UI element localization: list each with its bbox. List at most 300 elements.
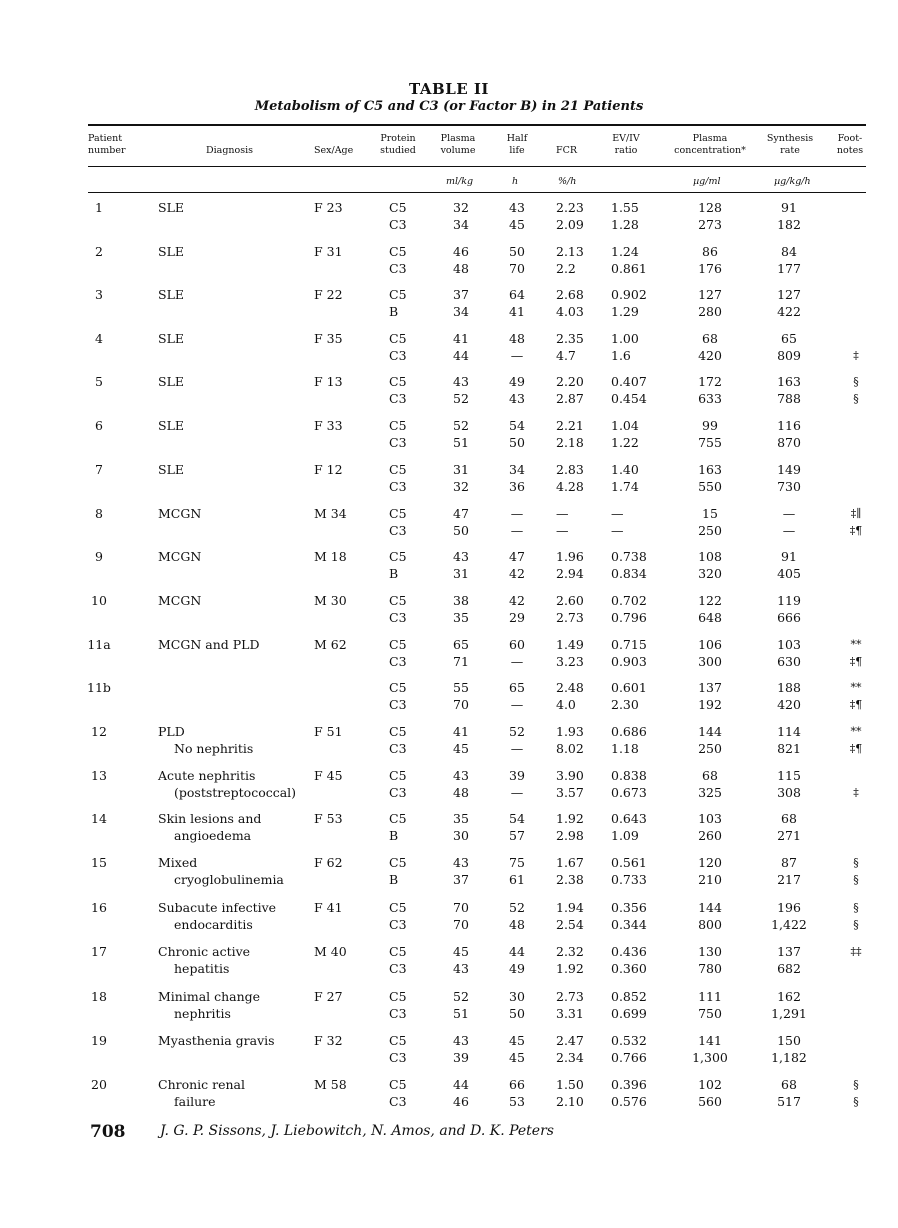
cell-fcr: 2.47 <box>556 1033 584 1048</box>
cell-num: 6 <box>95 418 103 433</box>
cell-fcr: 1.50 <box>556 1077 584 1092</box>
table-row <box>0 899 898 933</box>
cell-pc: 108 <box>698 549 722 564</box>
cell-num: 17 <box>91 944 107 959</box>
cell-protein: C5 <box>389 200 407 215</box>
table-row <box>0 679 898 713</box>
table-subtitle: Metabolism of C5 and C3 (or Factor B) in 21 Patients <box>254 99 644 114</box>
cell-pv: 46 <box>453 1094 469 1109</box>
cell-ev: 0.576 <box>611 1094 647 1109</box>
cell-fcr: 4.7 <box>556 348 576 363</box>
cell-fcr: — <box>556 506 569 521</box>
cell-pv: 44 <box>453 1077 469 1092</box>
cell-pc: 141 <box>698 1033 722 1048</box>
cell-ev: 0.407 <box>611 374 647 389</box>
cell-ev: 1.29 <box>611 304 639 319</box>
cell-pv: 38 <box>453 593 469 608</box>
cell-hl: 44 <box>509 944 525 959</box>
cell-ev: 1.22 <box>611 435 639 450</box>
cell-pv: 50 <box>453 523 469 538</box>
cell-ev: 1.74 <box>611 479 639 494</box>
cell-ev: 0.861 <box>611 261 647 276</box>
cell-hl: 54 <box>509 811 525 826</box>
cell-pv: 30 <box>453 828 469 843</box>
table-row <box>0 1076 898 1110</box>
cell-num: 5 <box>95 374 103 389</box>
cell-fn: ‡¶ <box>849 524 863 537</box>
cell-pc: 273 <box>698 217 722 232</box>
table-row <box>0 723 898 757</box>
cell-fcr: 2.54 <box>556 917 584 932</box>
cell-ev: 0.796 <box>611 610 647 625</box>
cell-hl: 57 <box>509 828 525 843</box>
cell-pv: 32 <box>453 479 469 494</box>
cell-ev: 1.40 <box>611 462 639 477</box>
cell-dx: Chronic renal <box>158 1077 246 1092</box>
header-footnotes: Foot- notes <box>836 133 864 156</box>
cell-ev: 1.18 <box>611 741 639 756</box>
cell-fcr: 2.09 <box>556 217 584 232</box>
cell-sr: 1,291 <box>771 1006 807 1021</box>
cell-sr: 103 <box>777 637 801 652</box>
cell-fcr: 1.92 <box>556 961 584 976</box>
cell-hl: 65 <box>509 680 525 695</box>
cell-fcr: 2.94 <box>556 566 584 581</box>
cell-fn: ‡¶ <box>849 698 863 711</box>
cell-sr: 730 <box>777 479 801 494</box>
cell-sr: 91 <box>781 549 797 564</box>
cell-num: 13 <box>91 768 107 783</box>
cell-dx: Skin lesions and <box>158 811 262 826</box>
cell-dx: SLE <box>158 244 184 259</box>
cell-ev: 0.766 <box>611 1050 647 1065</box>
cell-hl: 42 <box>509 593 525 608</box>
cell-ev: 0.396 <box>611 1077 647 1092</box>
cell-sr: 115 <box>777 768 801 783</box>
cell-sr: 163 <box>777 374 801 389</box>
cell-num: 3 <box>95 287 103 302</box>
cell-sr: — <box>782 523 796 538</box>
cell-pc: 127 <box>698 287 722 302</box>
cell-ev: 0.601 <box>611 680 647 695</box>
cell-pc: 250 <box>698 741 722 756</box>
cell-protein: C5 <box>389 1033 407 1048</box>
cell-sr: 119 <box>777 593 801 608</box>
cell-sr: 682 <box>777 961 801 976</box>
footer-authors: J. G. P. Sissons, J. Liebowitch, N. Amos, and D. K. Peters <box>160 1123 554 1139</box>
cell-hl: 29 <box>509 610 525 625</box>
cell-hl: — <box>510 785 524 800</box>
cell-num: 9 <box>95 549 103 564</box>
cell-ev: 0.454 <box>611 391 647 406</box>
cell-sex: M 40 <box>314 944 347 959</box>
cell-hl: 41 <box>509 304 525 319</box>
cell-fcr: 3.57 <box>556 785 584 800</box>
cell-hl: 45 <box>509 1033 525 1048</box>
cell-pc: 102 <box>698 1077 722 1092</box>
cell-protein: C5 <box>389 287 407 302</box>
cell-pv: 37 <box>453 872 469 887</box>
cell-num: 12 <box>91 724 107 739</box>
cell-sex: M 30 <box>314 593 347 608</box>
cell-ev: 0.733 <box>611 872 647 887</box>
cell-pc: 648 <box>698 610 722 625</box>
cell-pc: 320 <box>698 566 722 581</box>
cell-hl: 34 <box>509 462 525 477</box>
cell-hl: 70 <box>509 261 525 276</box>
cell-ev: 0.834 <box>611 566 647 581</box>
cell-dx-line2: failure <box>174 1094 216 1109</box>
cell-num: 11b <box>87 680 111 695</box>
cell-sr: 809 <box>777 348 801 363</box>
cell-protein: C5 <box>389 1077 407 1092</box>
cell-dx: Chronic active <box>158 944 251 959</box>
cell-sr: — <box>782 506 796 521</box>
cell-fn: ‡ <box>853 786 859 799</box>
header-fcr: FCR <box>556 145 578 156</box>
cell-num: 10 <box>91 593 107 608</box>
cell-pv: 47 <box>453 506 469 521</box>
cell-pv: 51 <box>453 1006 469 1021</box>
cell-pv: 41 <box>453 724 469 739</box>
cell-protein: C3 <box>389 1094 407 1109</box>
cell-sr: 405 <box>777 566 801 581</box>
cell-pc: 68 <box>702 331 718 346</box>
cell-sex: M 34 <box>314 506 347 521</box>
cell-hl: 50 <box>509 244 525 259</box>
cell-num: 19 <box>91 1033 107 1048</box>
cell-sr: 517 <box>777 1094 801 1109</box>
cell-fcr: 2.48 <box>556 680 584 695</box>
cell-num: 4 <box>95 331 103 346</box>
cell-ev: 0.561 <box>611 855 647 870</box>
cell-fcr: 2.10 <box>556 1094 584 1109</box>
cell-pc: 106 <box>698 637 722 652</box>
cell-dx: Acute nephritis <box>158 768 256 783</box>
cell-pc: 130 <box>698 944 722 959</box>
table-row <box>0 417 898 451</box>
cell-sr: 182 <box>777 217 801 232</box>
cell-hl: 42 <box>509 566 525 581</box>
cell-fcr: 1.93 <box>556 724 584 739</box>
cell-protein: C5 <box>389 811 407 826</box>
cell-protein: C5 <box>389 855 407 870</box>
cell-fn: ‡ <box>853 349 859 362</box>
cell-dx: SLE <box>158 200 184 215</box>
cell-protein: C5 <box>389 418 407 433</box>
table-row <box>0 943 898 977</box>
cell-pv: 71 <box>453 654 469 669</box>
table-row <box>0 592 898 626</box>
cell-hl: 75 <box>509 855 525 870</box>
cell-pv: 31 <box>453 462 469 477</box>
cell-pc: 260 <box>698 828 722 843</box>
header-synthesis-rate: Synthesis rate <box>766 133 814 156</box>
cell-pv: 70 <box>453 697 469 712</box>
cell-ev: 0.673 <box>611 785 647 800</box>
cell-sr: 217 <box>777 872 801 887</box>
cell-fcr: 1.94 <box>556 900 584 915</box>
cell-fcr: 2.98 <box>556 828 584 843</box>
cell-pc: 780 <box>698 961 722 976</box>
cell-pc: 120 <box>698 855 722 870</box>
cell-protein: B <box>389 872 399 887</box>
table-row <box>0 1032 898 1066</box>
header-plasma-volume: Plasma volume <box>440 133 476 156</box>
cell-pc: 560 <box>698 1094 722 1109</box>
cell-hl: 50 <box>509 1006 525 1021</box>
cell-pc: 99 <box>702 418 718 433</box>
cell-hl: 53 <box>509 1094 525 1109</box>
cell-sex: F 12 <box>314 462 343 477</box>
cell-protein: C3 <box>389 391 407 406</box>
table-title: TABLE II <box>409 80 489 98</box>
cell-sex: F 62 <box>314 855 343 870</box>
cell-pc: 172 <box>698 374 722 389</box>
table-row <box>0 548 898 582</box>
cell-ev: 0.356 <box>611 900 647 915</box>
cell-pc: 750 <box>698 1006 722 1021</box>
cell-num: 2 <box>95 244 103 259</box>
cell-pc: 111 <box>698 989 722 1004</box>
cell-sr: 150 <box>777 1033 801 1048</box>
cell-dx: SLE <box>158 462 184 477</box>
cell-protein: C3 <box>389 610 407 625</box>
cell-protein: B <box>389 304 399 319</box>
cell-fcr: 4.28 <box>556 479 584 494</box>
cell-dx-line2: (poststreptococcal) <box>174 785 297 800</box>
cell-pc: 300 <box>698 654 722 669</box>
cell-sex: M 62 <box>314 637 347 652</box>
cell-fcr: 1.92 <box>556 811 584 826</box>
cell-fcr: 4.0 <box>556 697 576 712</box>
header-sex-age: Sex/Age <box>314 145 354 156</box>
cell-sr: 1,422 <box>771 917 807 932</box>
cell-fcr: 8.02 <box>556 741 584 756</box>
cell-sr: 196 <box>777 900 801 915</box>
cell-fcr: 2.23 <box>556 200 584 215</box>
cell-protein: C3 <box>389 435 407 450</box>
cell-ev: 0.643 <box>611 811 647 826</box>
cell-pc: 633 <box>698 391 722 406</box>
cell-pc: 420 <box>698 348 722 363</box>
cell-fcr: 2.34 <box>556 1050 584 1065</box>
cell-dx: SLE <box>158 418 184 433</box>
cell-ev: 0.738 <box>611 549 647 564</box>
table-row <box>0 461 898 495</box>
cell-hl: 48 <box>509 331 525 346</box>
cell-dx-line2: angioedema <box>174 828 252 843</box>
cell-pv: 34 <box>453 217 469 232</box>
cell-sex: M 58 <box>314 1077 347 1092</box>
cell-sr: 666 <box>777 610 801 625</box>
cell-pv: 31 <box>453 566 469 581</box>
cell-dx: SLE <box>158 331 184 346</box>
cell-hl: 52 <box>509 900 525 915</box>
cell-dx: Subacute infective <box>158 900 277 915</box>
cell-fcr: 1.49 <box>556 637 584 652</box>
cell-sr: 84 <box>781 244 797 259</box>
cell-ev: 0.903 <box>611 654 647 669</box>
cell-sex: F 13 <box>314 374 343 389</box>
cell-dx: Mixed <box>158 855 198 870</box>
cell-pc: 325 <box>698 785 722 800</box>
cell-sr: 308 <box>777 785 801 800</box>
cell-protein: C5 <box>389 944 407 959</box>
cell-sex: F 45 <box>314 768 343 783</box>
cell-pv: 43 <box>453 768 469 783</box>
cell-dx-line2: cryoglobulinemia <box>174 872 284 887</box>
unit-plasma-concentration: µg/ml <box>693 176 721 187</box>
table-row <box>0 767 898 801</box>
cell-sex: F 35 <box>314 331 343 346</box>
table-row <box>0 286 898 320</box>
cell-pv: 39 <box>453 1050 469 1065</box>
cell-sr: 127 <box>777 287 801 302</box>
unit-half-life: h <box>512 176 519 187</box>
cell-hl: 39 <box>509 768 525 783</box>
cell-sr: 65 <box>781 331 797 346</box>
cell-protein: C5 <box>389 768 407 783</box>
cell-pv: 65 <box>453 637 469 652</box>
cell-protein: C3 <box>389 697 407 712</box>
cell-num: 8 <box>95 506 103 521</box>
cell-fcr: 3.23 <box>556 654 584 669</box>
cell-protein: B <box>389 828 399 843</box>
cell-fcr: 2.13 <box>556 244 584 259</box>
cell-protein: C5 <box>389 549 407 564</box>
table-row <box>0 810 898 844</box>
cell-pc: 280 <box>698 304 722 319</box>
header-half-life: Half life <box>506 133 528 156</box>
cell-hl: 48 <box>509 917 525 932</box>
cell-hl: — <box>510 697 524 712</box>
cell-fn: ‡¶ <box>849 655 863 668</box>
cell-hl: 36 <box>509 479 525 494</box>
cell-ev: 0.715 <box>611 637 647 652</box>
header-plasma-concentration: Plasma concentration* <box>674 133 746 156</box>
cell-fcr: 2.2 <box>556 261 576 276</box>
cell-hl: 30 <box>509 989 525 1004</box>
cell-sr: 149 <box>777 462 801 477</box>
cell-pc: 800 <box>698 917 722 932</box>
cell-pv: 70 <box>453 900 469 915</box>
cell-sex: F 22 <box>314 287 343 302</box>
cell-pv: 41 <box>453 331 469 346</box>
cell-sr: 91 <box>781 200 797 215</box>
cell-hl: 50 <box>509 435 525 450</box>
cell-pc: 210 <box>698 872 722 887</box>
cell-pv: 37 <box>453 287 469 302</box>
cell-dx-line2: hepatitis <box>174 961 230 976</box>
unit-fcr: %/h <box>558 176 577 187</box>
cell-ev: 0.436 <box>611 944 647 959</box>
cell-protein: C3 <box>389 961 407 976</box>
cell-pv: 35 <box>453 610 469 625</box>
cell-pv: 55 <box>453 680 469 695</box>
cell-pv: 35 <box>453 811 469 826</box>
cell-fn: § <box>853 873 859 886</box>
cell-ev: 1.09 <box>611 828 639 843</box>
cell-pv: 44 <box>453 348 469 363</box>
cell-hl: 52 <box>509 724 525 739</box>
cell-pc: 250 <box>698 523 722 538</box>
cell-ev: 1.24 <box>611 244 639 259</box>
cell-fn: ‡‡ <box>850 945 862 958</box>
cell-pv: 43 <box>453 1033 469 1048</box>
cell-protein: C5 <box>389 724 407 739</box>
table-row <box>0 505 898 539</box>
page-number: 708 <box>90 1122 126 1142</box>
cell-ev: 0.852 <box>611 989 647 1004</box>
cell-dx-line2: endocarditis <box>174 917 253 932</box>
cell-ev: 2.30 <box>611 697 639 712</box>
cell-sr: 87 <box>781 855 797 870</box>
cell-num: 7 <box>95 462 103 477</box>
cell-num: 20 <box>91 1077 107 1092</box>
cell-protein: C3 <box>389 785 407 800</box>
cell-fcr: 3.90 <box>556 768 584 783</box>
cell-ev: 1.28 <box>611 217 639 232</box>
cell-sr: 630 <box>777 654 801 669</box>
cell-protein: C3 <box>389 523 407 538</box>
cell-hl: — <box>510 654 524 669</box>
cell-hl: — <box>510 741 524 756</box>
cell-hl: 45 <box>509 217 525 232</box>
cell-pc: 137 <box>698 680 722 695</box>
cell-pv: 43 <box>453 374 469 389</box>
cell-fcr: 2.18 <box>556 435 584 450</box>
cell-dx-line2: No nephritis <box>174 741 254 756</box>
cell-dx: MCGN and PLD <box>158 637 260 652</box>
cell-hl: — <box>510 348 524 363</box>
cell-fn: ** <box>850 681 862 694</box>
cell-protein: C5 <box>389 331 407 346</box>
cell-dx-line2: nephritis <box>174 1006 231 1021</box>
cell-sr: 1,182 <box>771 1050 807 1065</box>
cell-fcr: 2.73 <box>556 610 584 625</box>
cell-fcr: 1.67 <box>556 855 584 870</box>
cell-ev: 1.04 <box>611 418 639 433</box>
cell-pc: 144 <box>698 724 722 739</box>
table-row <box>0 330 898 364</box>
cell-fcr: 2.68 <box>556 287 584 302</box>
cell-pv: 46 <box>453 244 469 259</box>
cell-hl: 61 <box>509 872 525 887</box>
cell-pc: 163 <box>698 462 722 477</box>
cell-sex: F 53 <box>314 811 343 826</box>
cell-fcr: 2.83 <box>556 462 584 477</box>
cell-fcr: 2.35 <box>556 331 584 346</box>
cell-protein: C3 <box>389 479 407 494</box>
table-row <box>0 636 898 670</box>
table-row <box>0 243 898 277</box>
cell-fn: § <box>853 1078 859 1091</box>
cell-protein: C3 <box>389 261 407 276</box>
cell-dx: Myasthenia gravis <box>158 1033 275 1048</box>
cell-sr: 162 <box>777 989 801 1004</box>
cell-pc: 103 <box>698 811 722 826</box>
cell-fcr: 2.32 <box>556 944 584 959</box>
cell-sr: 188 <box>777 680 801 695</box>
cell-pv: 48 <box>453 261 469 276</box>
cell-ev: 1.6 <box>611 348 631 363</box>
cell-ev: 0.360 <box>611 961 647 976</box>
top-rule <box>88 124 866 126</box>
cell-pv: 48 <box>453 785 469 800</box>
cell-ev: 1.55 <box>611 200 639 215</box>
cell-protein: C3 <box>389 1050 407 1065</box>
